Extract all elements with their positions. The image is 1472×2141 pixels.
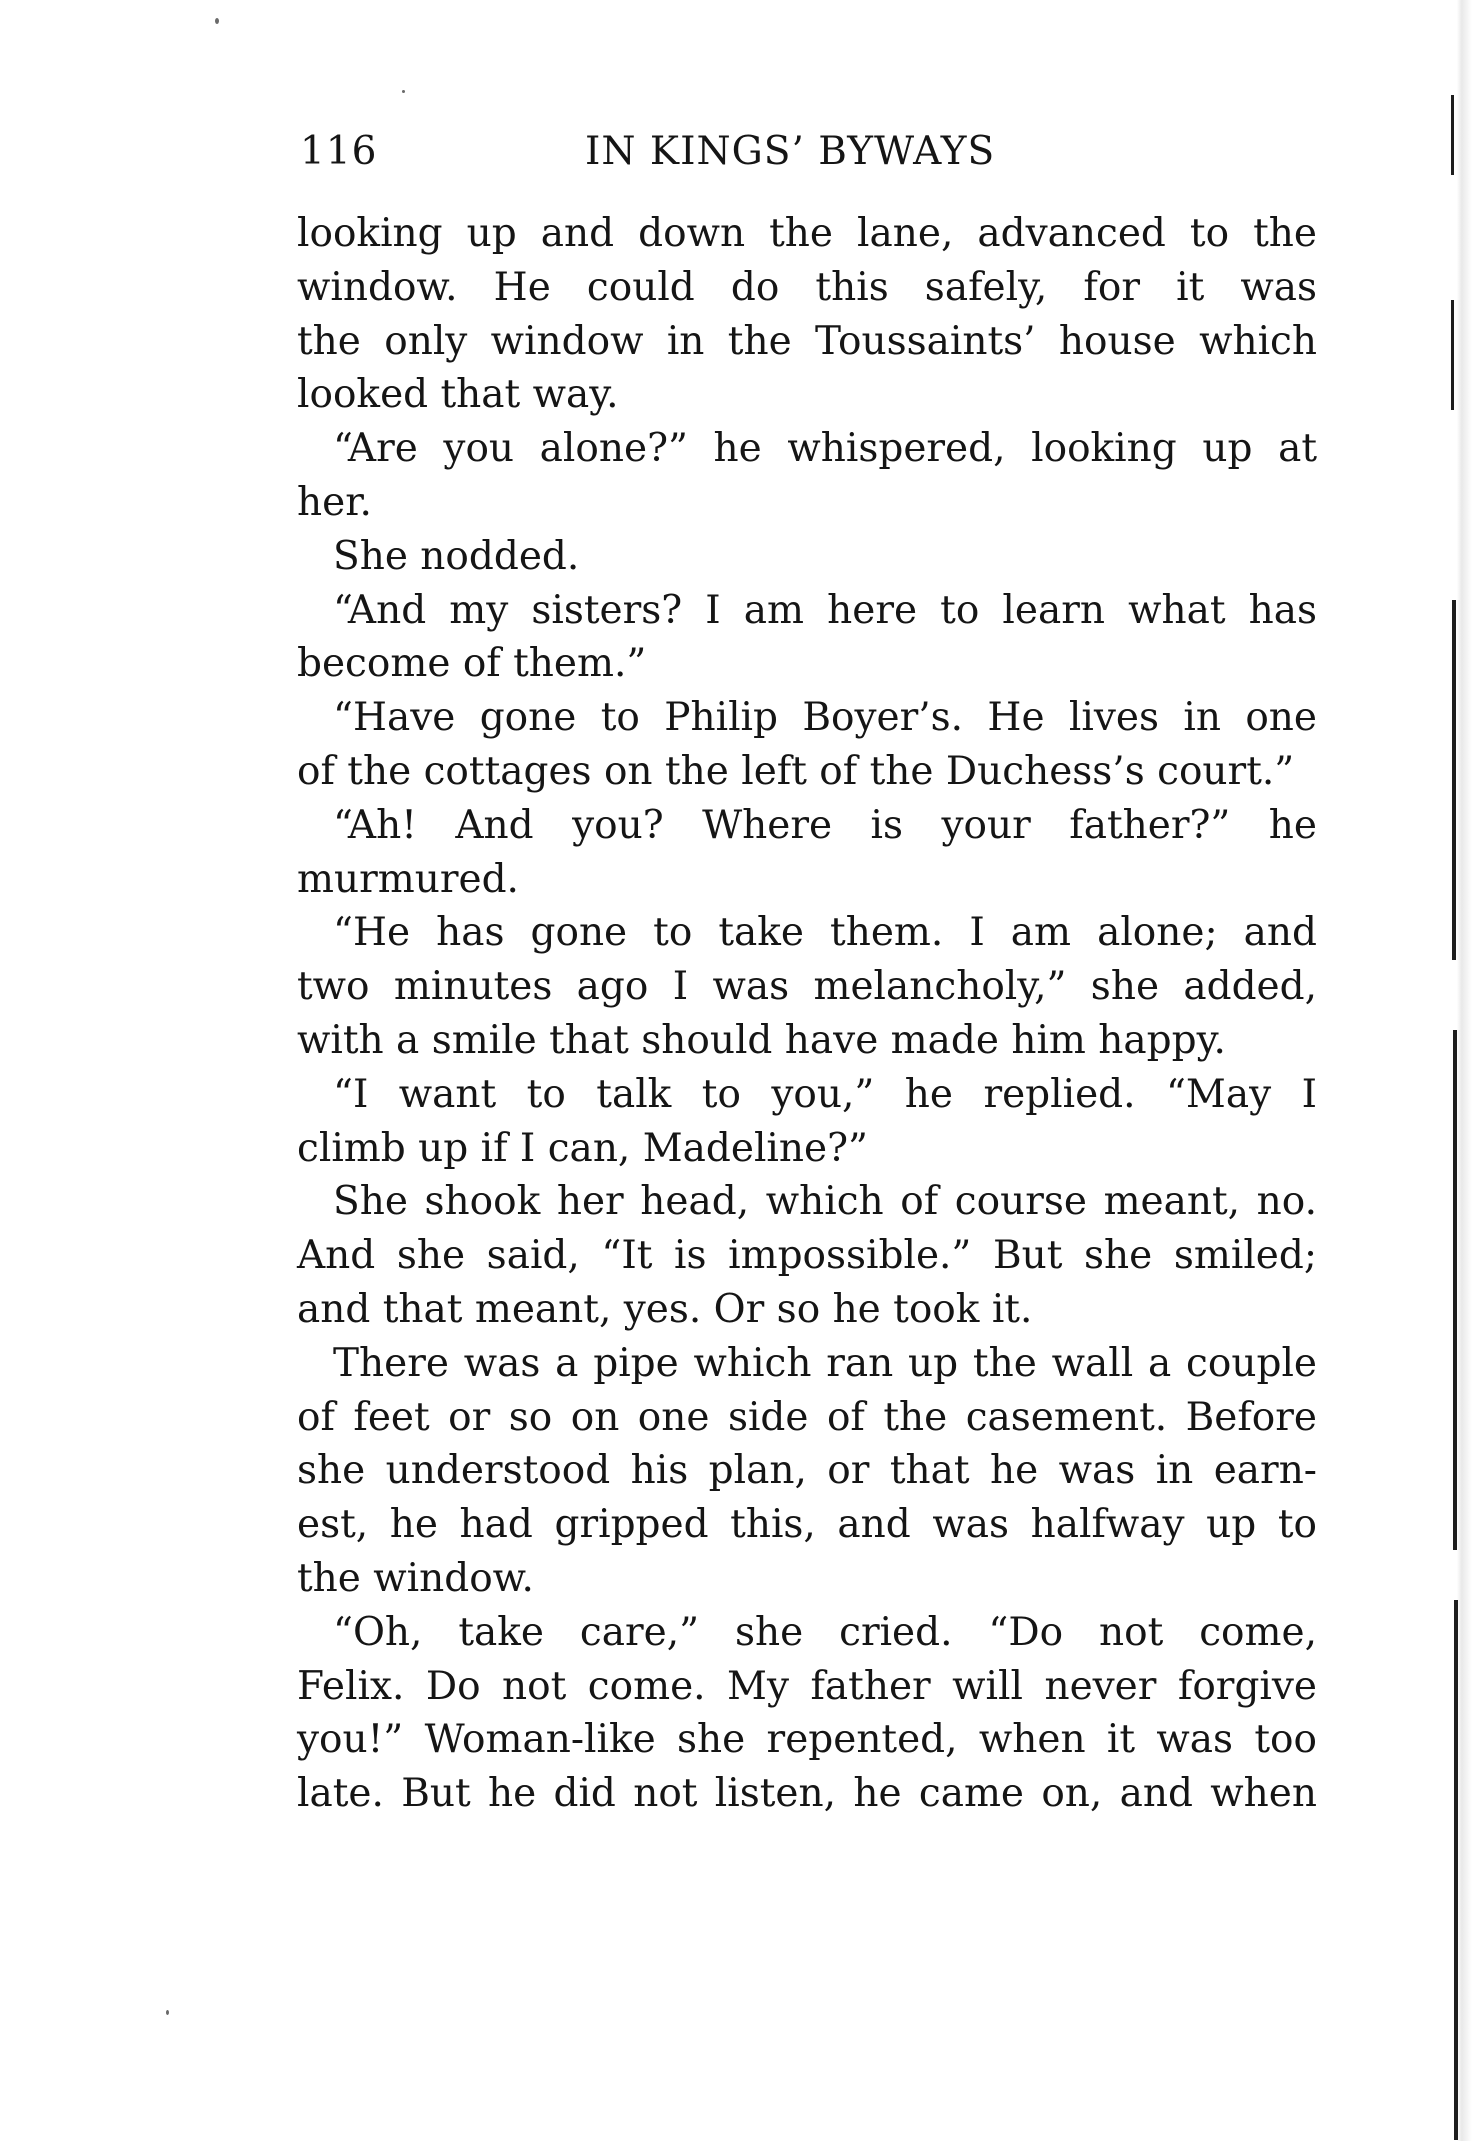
text-line: you!” Woman-like she repented, when it was too [297, 1717, 1317, 1763]
text-line: of feet or so on one side of the casement. Before [297, 1394, 1317, 1440]
text-line: murmured. [297, 856, 519, 902]
paper-speck [215, 18, 219, 24]
text-line: “He has gone to take them. I am alone; and [333, 910, 1317, 956]
text-line: Felix. Do not come. My father will never forgive [297, 1663, 1317, 1709]
page-header [300, 122, 1320, 182]
text-line: become of them.” [297, 641, 647, 687]
text-line: she understood his plan, or that he was in earn- [297, 1448, 1317, 1494]
text-line: of the cottages on the left of the Duchess’s court.” [297, 748, 1295, 794]
binding-shadow-line [1451, 95, 1454, 175]
body-text [297, 207, 1317, 1821]
text-line: She nodded. [333, 533, 580, 579]
text-line: There was a pipe which ran up the wall a couple [333, 1340, 1317, 1386]
text-line: looking up and down the lane, advanced to the [297, 211, 1317, 256]
binding-shadow-line [1453, 1030, 1457, 1550]
binding-shadow-line [1454, 1600, 1458, 2140]
page-number: 116 [300, 129, 378, 174]
paper-speck [166, 2010, 169, 2015]
text-line: the window. [297, 1555, 534, 1601]
text-line: her. [297, 479, 372, 525]
text-line: the only window in the Toussaints’ house which [297, 318, 1317, 364]
text-line: She shook her head, which of course meant, no. [333, 1179, 1317, 1225]
text-line: “Are you alone?” he whispered, looking up at [333, 426, 1317, 472]
text-line: est, he had gripped this, and was halfway up to [297, 1502, 1317, 1548]
binding-shadow-line [1451, 300, 1454, 410]
text-line: late. But he did not listen, he came on, and when [297, 1771, 1317, 1817]
running-title: IN KINGS’ BYWAYS [585, 129, 996, 174]
text-line: “Have gone to Philip Boyer’s. He lives in one [333, 695, 1317, 741]
paper-speck [402, 90, 405, 93]
text-line: with a smile that should have made him happy. [297, 1017, 1226, 1063]
text-line: window. He could do this safely, for it was [297, 264, 1317, 310]
text-line: “I want to talk to you,” he replied. “May I [333, 1071, 1317, 1117]
text-line: And she said, “It is impossible.” But she smiled; [297, 1233, 1317, 1279]
text-line: and that meant, yes. Or so he took it. [297, 1286, 1033, 1332]
binding-shadow-line [1452, 600, 1456, 960]
text-line: looked that way. [297, 372, 619, 418]
text-line: “Ah! And you? Where is your father?” he [333, 802, 1317, 848]
text-line: “And my sisters? I am here to learn what has [333, 587, 1317, 633]
text-line: climb up if I can, Madeline?” [297, 1125, 868, 1171]
text-line: two minutes ago I was melancholy,” she added, [297, 964, 1317, 1010]
text-line: “Oh, take care,” she cried. “Do not come, [333, 1609, 1317, 1655]
